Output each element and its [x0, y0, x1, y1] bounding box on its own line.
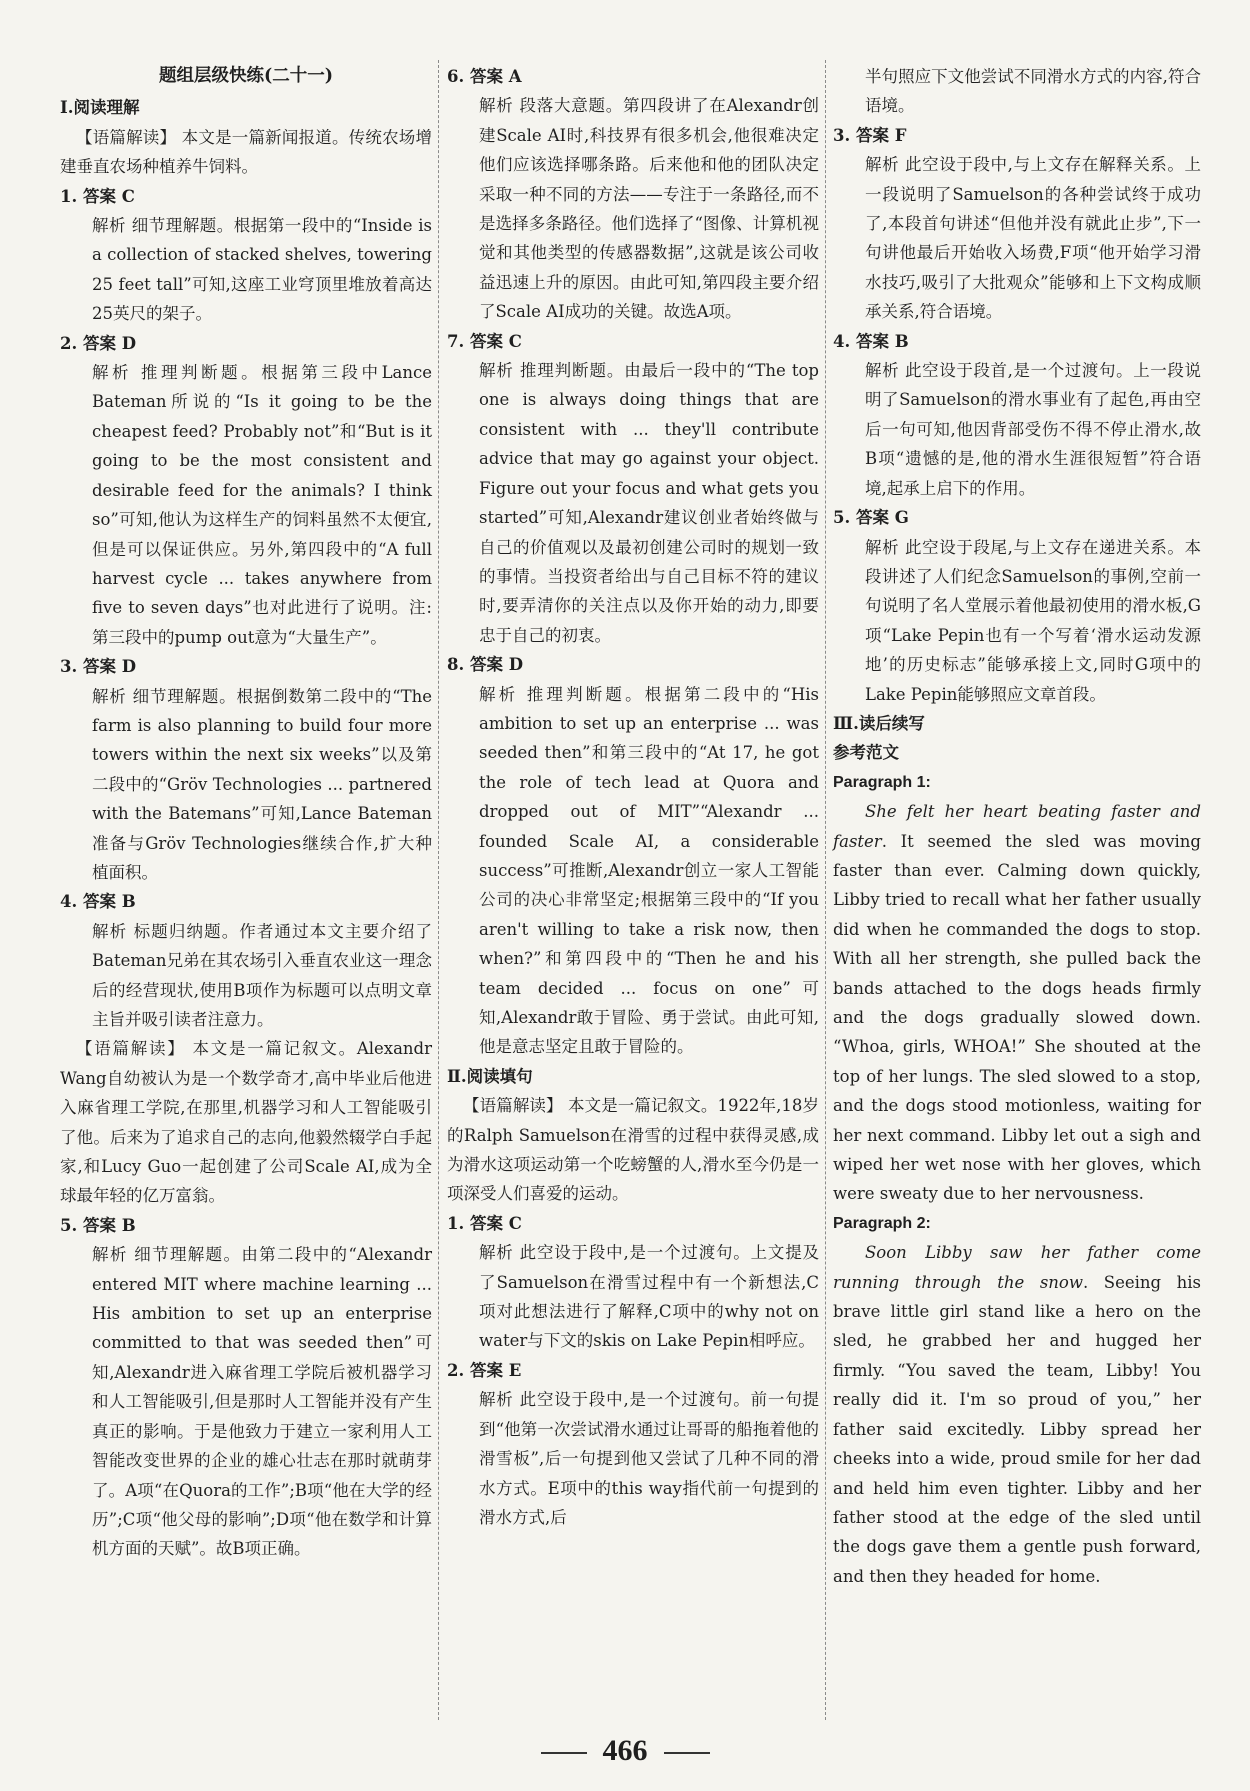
column-divider [438, 60, 439, 1720]
answer-line: 4. 答案 B [60, 892, 136, 912]
column-divider [825, 60, 826, 1720]
paragraph-2-body [833, 1238, 1201, 1591]
sample-essay-label: 参考范文 [833, 743, 899, 763]
paragraph-1-lead: She felt her heart beating faster and faster [833, 802, 1201, 851]
paragraph-2-title: Paragraph 2: [833, 1214, 931, 1232]
explanation: 解析 推理判断题。根据第三段中Lance Bateman所说的“Is it going to be the cheapest feed? Probably not”和“But is it going to be the most consistent and desirable feed for the animals? I think so”可知,他认为这样生产的饲料虽然不太便宜,但是可以保证供应。另外,第四段中的“A full harvest cycle ... takes anywhere from five to seven days”也对此进行了说明。注:第三段中的pump out意为“大量生产”。 [92, 363, 432, 647]
column-right [833, 62, 1201, 1591]
column-middle [447, 62, 819, 1532]
answer-line: 2. 答案 E [447, 1360, 522, 1380]
answer-line: 1. 答案 C [60, 186, 135, 206]
section-heading-reading: Ⅰ.阅读理解 [60, 98, 140, 118]
answer-line: 4. 答案 B [833, 331, 909, 351]
explanation: 解析 此空设于段尾,与上文存在递进关系。本段讲述了人们纪念Samuelson的事例,空前一句说明了名人堂展示着他最初使用的滑水板,G项“Lake Pepin也有一个写着‘滑水运动发源地’的历史标志”能够承接上文,同时G项中的Lake Pepin能够照应文章首段。 [865, 537, 1201, 704]
paragraph-1-body [833, 797, 1201, 1209]
explanation: 解析 标题归纳题。作者通过本文主要介绍了Bateman兄弟在其农场引入垂直农业这一理念后的经营现状,使用B项作为标题可以点明文章主旨并吸引读者注意力。 [92, 921, 432, 1029]
paragraph-1-text: . It seemed the sled was moving faster than ever. Calming down quickly, Libby tried to recall what her father usually did when he commanded the dogs to stop. With all her strength, she pulled back the bands attached to the dogs heads firmly and the dogs gradually slowed down. “Whoa, girls, WHOA!” She shouted at the top of her lungs. The sled slowed to a stop, and the dogs stood motionless, waiting for her next command. Libby let out a sigh and wiped her wet nose with her gloves, which were sweaty due to her nervousness. [833, 831, 1201, 1204]
page-number [0, 1734, 1250, 1768]
paragraph-2-text: . Seeing his brave little girl stand like a hero on the sled, he grabbed her and hugged her firmly. “You saved the team, Libby! You really did it. I'm so proud of you,” her father said excitedly. Libby spread her cheeks into a wide, proud smile for her dad and held him even tighter. Libby and her father stood at the edge of the sled until the dogs gave them a gentle push forward, and then they headed for home. [833, 1272, 1201, 1586]
page-number-text: 466 [602, 1734, 648, 1767]
answer-line: 5. 答案 G [833, 508, 909, 528]
answer-line: 7. 答案 C [447, 331, 522, 351]
explanation: 解析 段落大意题。第四段讲了在Alexandr创建Scale AI时,科技界有很多机会,他很难决定他们应该选择哪条路。后来他和他的团队决定采取一种不同的方法——专注于一条路径,而不是选择多条路径。他们选择了“图像、计算机视觉和其他类型的传感器数据”,这就是该公司收益迅速上升的原因。由此可知,第四段主要介绍了Scale AI成功的关键。故选A项。 [479, 96, 819, 322]
passage-intro: 【语篇解读】 本文是一篇记叙文。Alexandr Wang自幼被认为是一个数学奇才,高中毕业后他进入麻省理工学院,在那里,机器学习和人工智能吸引了他。后来为了追求自己的志向,他毅然辍学白手起家,和Lucy Guo一起创建了公司Scale AI,成为全球最年轻的亿万富翁。 [60, 1039, 432, 1206]
exercise-title: 题组层级快练(二十一) [158, 66, 334, 86]
passage-intro: 【语篇解读】 本文是一篇新闻报道。传统农场增建垂直农场种植养牛饲料。 [60, 127, 432, 177]
answer-line: 3. 答案 F [833, 125, 907, 145]
section-heading-fill: Ⅱ.阅读填句 [447, 1066, 533, 1086]
explanation: 解析 此空设于段首,是一个过渡句。上一段说明了Samuelson的滑水事业有了起色,再由空后一句可知,他因背部受伤不得不停止滑水,故B项“遗憾的是,他的滑水生涯很短暂”符合语境,起承上启下的作用。 [865, 361, 1201, 498]
explanation: 解析 细节理解题。根据第一段中的“Inside is a collection of stacked shelves, towering 25 feet tall”可知,这座工业穹顶里堆放着高达25英尺的架子。 [92, 216, 432, 324]
answer-line: 1. 答案 C [447, 1213, 522, 1233]
explanation: 解析 此空设于段中,与上文存在解释关系。上一段说明了Samuelson的各种尝试终于成功了,本段首句讲述“但他并没有就此止步”,下一句讲他最后开始收入场费,F项“他开始学习滑水技巧,吸引了大批观众”能够和上下文构成顺承关系,符合语境。 [865, 155, 1201, 322]
answer-line: 2. 答案 D [60, 333, 137, 353]
explanation: 解析 推理判断题。根据第二段中的“His ambition to set up an enterprise ... was seeded then”和第三段中的“At 17, he got the role of tech lead at Quora and dropped out of MIT”“Alexandr ... founded Scale AI, a considerable success”可推断,Alexandr创立一家人工智能公司的决心非常坚定;根据第三段中的“If you aren't willing to take a risk now, then when?”和第四段中的“Then he and his team decided ... focus on one”可知,Alexandr敢于冒险、勇于尝试。由此可知,他是意志坚定且敢于冒险的。 [479, 684, 819, 1057]
explanation: 解析 推理判断题。由最后一段中的“The top one is always doing things that are consistent with ... they'll contribute advice that may go against your object. Figure out your focus and what gets you started”可知,Alexandr建议创业者始终做与自己的价值观以及最初创建公司时的规划一致的事情。当投资者给出与自己目标不符的建议时,要弄清你的关注点以及你开始的动力,即要忠于自己的初衷。 [479, 361, 819, 645]
paragraph-1-title: Paragraph 1: [833, 773, 931, 791]
answer-line: 8. 答案 D [447, 655, 524, 675]
answer-line: 5. 答案 B [60, 1215, 136, 1235]
passage-intro: 【语篇解读】 本文是一篇记叙文。1922年,18岁的Ralph Samuelson在滑雪的过程中获得灵感,成为滑水这项运动第一个吃螃蟹的人,滑水至今仍是一项深受人们喜爱的运动。 [447, 1096, 819, 1204]
section-heading-writing: Ⅲ.读后续写 [833, 713, 925, 733]
paragraph-2-lead: Soon Libby saw her father come running through the snow [833, 1243, 1201, 1292]
explanation: 解析 细节理解题。根据倒数第二段中的“The farm is also planning to build four more towers within the next six weeks”以及第二段中的“Gröv Technologies ... partnered with the Batemans”可知,Lance Bateman准备与Gröv Technologies继续合作,扩大种植面积。 [92, 686, 432, 882]
column-left [60, 62, 432, 1564]
page-number-dash [541, 1752, 587, 1754]
answer-line: 3. 答案 D [60, 657, 137, 677]
explanation: 解析 此空设于段中,是一个过渡句。上文提及了Samuelson在滑雪过程中有一个新想法,C项对此想法进行了解释,C项中的why not on water与下文的skis on Lake Pepin相呼应。 [479, 1243, 819, 1351]
page-number-dash [664, 1752, 710, 1754]
explanation: 解析 细节理解题。由第二段中的“Alexandr entered MIT where machine learning ... His ambition to set up an enterprise committed to that was seeded then”可知,Alexandr进入麻省理工学院后被机器学习和人工智能吸引,但是那时人工智能并没有产生真正的影响。于是他致力于建立一家利用人工智能改变世界的企业的雄心壮志在那时就萌芽了。A项“在Quora的工作”;B项“他在大学的经历”;C项“他父母的影响”;D项“他在数学和计算机方面的天赋”。故B项正确。 [92, 1245, 432, 1559]
explanation: 解析 此空设于段中,是一个过渡句。前一句提到“他第一次尝试滑水通过让哥哥的船拖着他的滑雪板”,后一句提到他又尝试了几种不同的滑水方式。E项中的this way指代前一句提到的滑水方式,后 [479, 1390, 819, 1527]
explanation-continued: 半句照应下文他尝试不同滑水方式的内容,符合语境。 [865, 67, 1201, 116]
answer-line: 6. 答案 A [447, 67, 522, 86]
